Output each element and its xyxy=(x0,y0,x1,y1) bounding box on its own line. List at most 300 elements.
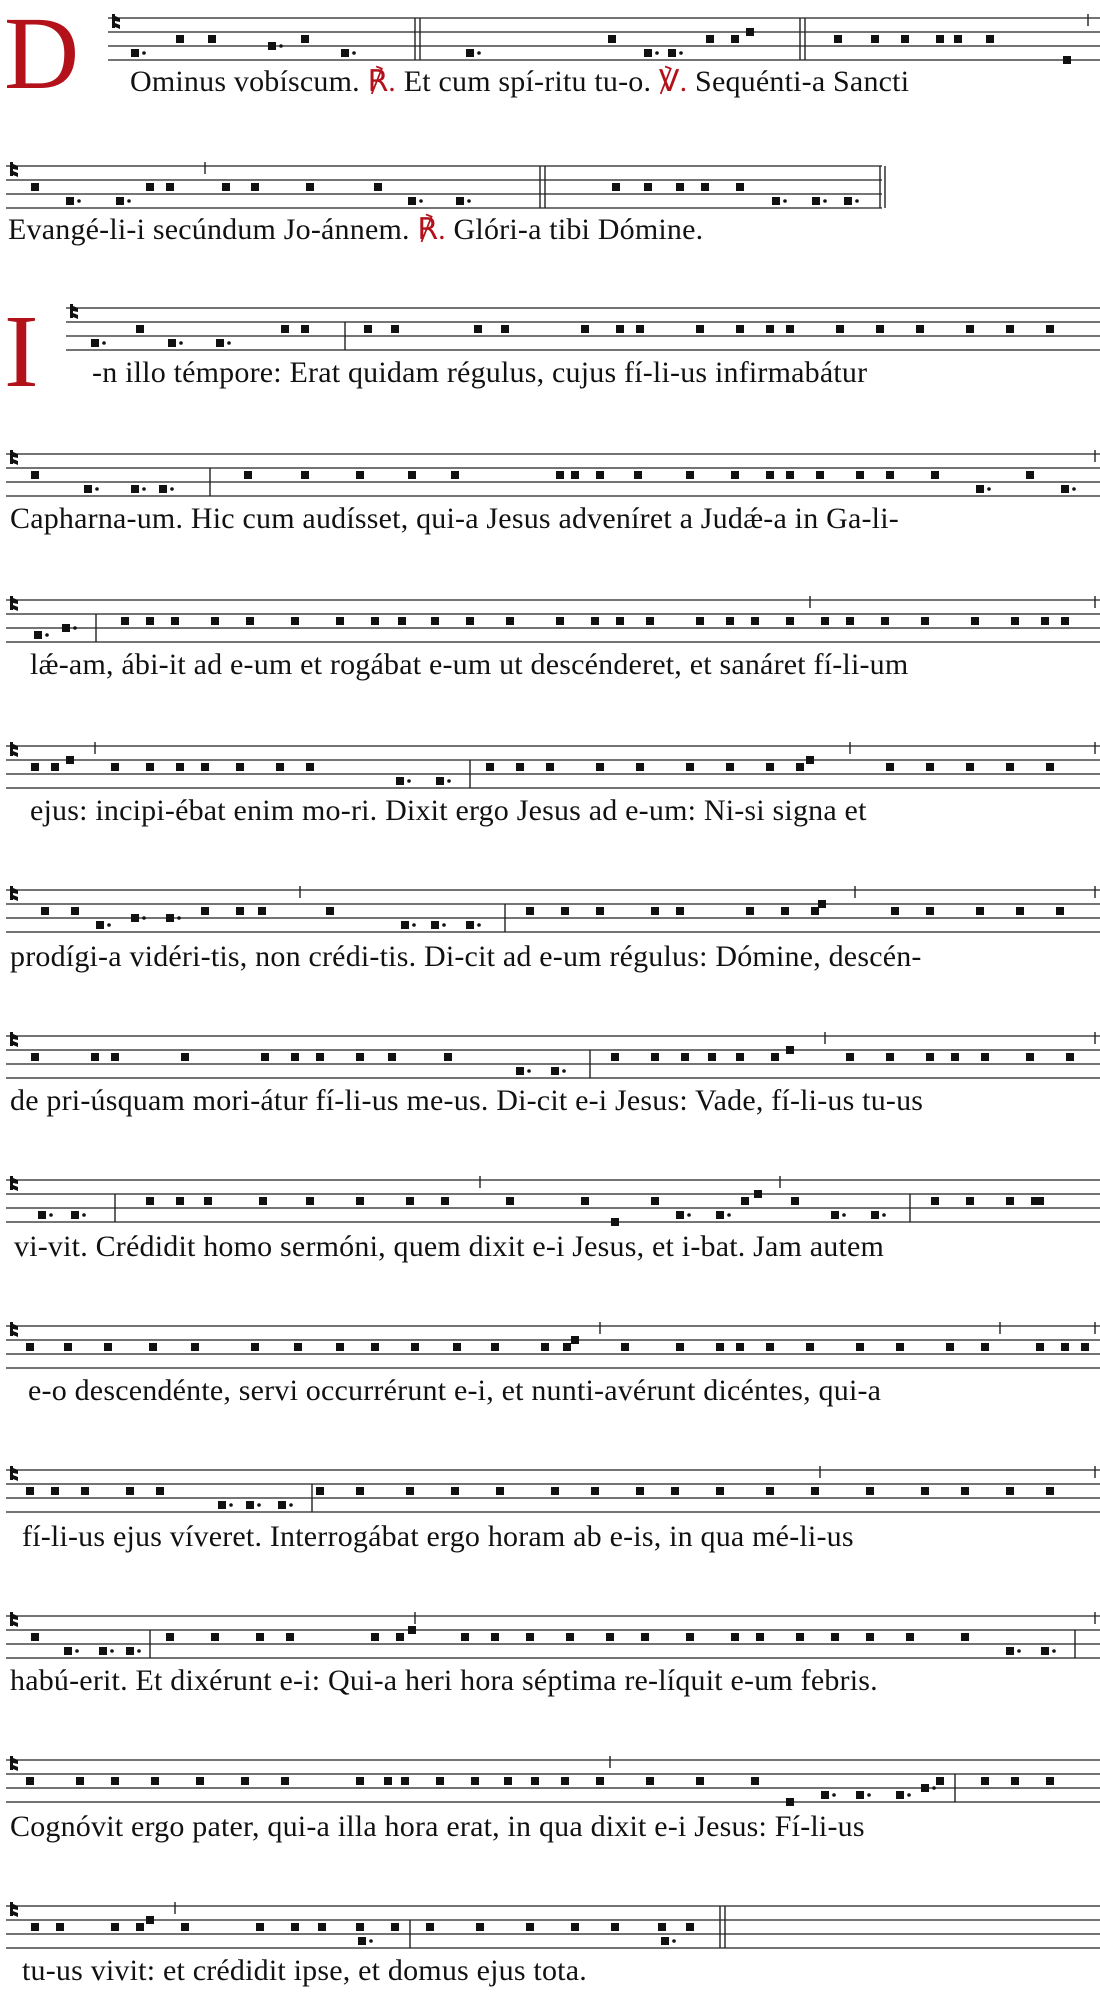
punctum-note xyxy=(146,763,154,771)
punctum-note xyxy=(258,907,266,915)
punctum-note xyxy=(286,1633,294,1641)
punctum-note xyxy=(294,1343,302,1351)
punctum-note xyxy=(611,1218,619,1226)
punctum-note xyxy=(681,1053,689,1061)
punctum-note xyxy=(31,1923,39,1931)
chant-system xyxy=(0,736,1100,856)
punctum-note xyxy=(686,471,694,479)
punctum-note xyxy=(444,1053,452,1061)
lyric-text: lǽ-am, ábi-it ad e-um et rogábat e-um ut descénderet, et sanáret fí-li-um xyxy=(30,648,909,681)
lyric-text: Capharna-um. Hic cum audísset, qui-a Jesus adveníret a Judǽ-a in Ga-li- xyxy=(10,502,899,535)
punctum-note xyxy=(871,1211,879,1219)
punctum-note xyxy=(636,763,644,771)
mora-dot xyxy=(882,1213,886,1217)
punctum-note xyxy=(306,763,314,771)
mora-dot xyxy=(142,51,146,55)
punctum-note xyxy=(736,183,744,191)
punctum-note xyxy=(1026,471,1034,479)
punctum-note xyxy=(936,1777,944,1785)
punctum-note xyxy=(171,617,179,625)
punctum-note xyxy=(786,1046,794,1054)
punctum-note xyxy=(541,1343,549,1351)
punctum-note xyxy=(291,1923,299,1931)
punctum-note xyxy=(696,617,704,625)
punctum-note xyxy=(1011,1777,1019,1785)
punctum-note xyxy=(196,1777,204,1785)
punctum-note xyxy=(716,1211,724,1219)
punctum-note xyxy=(591,1487,599,1495)
punctum-note xyxy=(846,617,854,625)
punctum-note xyxy=(246,1501,254,1509)
chant-system xyxy=(0,8,1100,128)
punctum-note xyxy=(831,1633,839,1641)
punctum-note xyxy=(371,1633,379,1641)
do-clef-icon xyxy=(70,304,78,319)
punctum-note xyxy=(751,617,759,625)
punctum-note xyxy=(431,617,439,625)
mora-dot xyxy=(562,1069,566,1073)
do-clef-icon xyxy=(10,1176,18,1191)
mora-dot xyxy=(75,1649,79,1653)
punctum-note xyxy=(261,1053,269,1061)
punctum-note xyxy=(821,617,829,625)
chant-system xyxy=(0,1316,1100,1436)
punctum-note xyxy=(651,907,659,915)
chant-system xyxy=(0,880,1100,1000)
punctum-note xyxy=(1046,325,1054,333)
punctum-note xyxy=(81,1487,89,1495)
punctum-note xyxy=(111,763,119,771)
mora-dot xyxy=(229,1503,233,1507)
punctum-note xyxy=(64,1647,72,1655)
punctum-note xyxy=(506,617,514,625)
lyric-line xyxy=(22,1520,854,1554)
punctum-note xyxy=(166,1633,174,1641)
punctum-note xyxy=(786,471,794,479)
punctum-note xyxy=(34,631,42,639)
mora-dot xyxy=(867,1793,871,1797)
punctum-note xyxy=(466,617,474,625)
punctum-note xyxy=(388,1053,396,1061)
punctum-note xyxy=(981,1777,989,1785)
punctum-note xyxy=(1066,1053,1074,1061)
punctum-note xyxy=(1063,56,1071,64)
mora-dot xyxy=(687,1213,691,1217)
punctum-note xyxy=(456,197,464,205)
do-clef-icon xyxy=(10,1322,18,1337)
punctum-note xyxy=(356,471,364,479)
chant-system xyxy=(0,1460,1100,1580)
mora-dot xyxy=(137,1649,141,1653)
punctum-note xyxy=(486,763,494,771)
punctum-note xyxy=(596,763,604,771)
punctum-note xyxy=(844,197,852,205)
punctum-note xyxy=(441,1197,449,1205)
punctum-note xyxy=(976,907,984,915)
punctum-note xyxy=(646,617,654,625)
punctum-note xyxy=(316,1487,324,1495)
punctum-note xyxy=(176,1197,184,1205)
punctum-note xyxy=(686,1633,694,1641)
punctum-note xyxy=(291,1053,299,1061)
punctum-note xyxy=(611,1053,619,1061)
chant-system xyxy=(0,1026,1100,1146)
punctum-note xyxy=(76,1777,84,1785)
punctum-note xyxy=(341,49,349,57)
punctum-note xyxy=(471,1777,479,1785)
punctum-note xyxy=(99,1647,107,1655)
punctum-note xyxy=(306,183,314,191)
punctum-note xyxy=(256,1923,264,1931)
punctum-note xyxy=(661,1937,669,1945)
mora-dot xyxy=(1017,1649,1021,1653)
punctum-note xyxy=(26,1777,34,1785)
punctum-note xyxy=(111,1053,119,1061)
punctum-note xyxy=(781,907,789,915)
lyric-text: e-o descendénte, servi occurrérunt e-i, et nunti-avérunt dicéntes, qui-a xyxy=(28,1374,882,1407)
punctum-note xyxy=(31,183,39,191)
mora-dot xyxy=(142,916,146,920)
mora-dot xyxy=(279,44,283,48)
mora-dot xyxy=(352,51,356,55)
punctum-note xyxy=(836,325,844,333)
punctum-note xyxy=(374,183,382,191)
mora-dot xyxy=(107,923,111,927)
punctum-note xyxy=(451,1487,459,1495)
punctum-note xyxy=(736,1053,744,1061)
punctum-note xyxy=(356,1487,364,1495)
drop-cap-initial: D xyxy=(4,0,80,111)
punctum-note xyxy=(806,1343,814,1351)
chant-system xyxy=(0,1606,1100,1726)
punctum-note xyxy=(901,35,909,43)
punctum-note xyxy=(786,1798,794,1806)
punctum-note xyxy=(181,1923,189,1931)
punctum-note xyxy=(616,325,624,333)
mora-dot xyxy=(407,779,411,783)
do-clef-icon xyxy=(10,886,18,901)
punctum-note xyxy=(1041,1647,1049,1655)
punctum-note xyxy=(658,1923,666,1931)
punctum-note xyxy=(961,1633,969,1641)
punctum-note xyxy=(218,1501,226,1509)
punctum-note xyxy=(208,35,216,43)
punctum-note xyxy=(1081,1343,1089,1351)
punctum-note xyxy=(401,921,409,929)
punctum-note xyxy=(886,763,894,771)
punctum-note xyxy=(946,1343,954,1351)
punctum-note xyxy=(866,1487,874,1495)
lyric-line xyxy=(30,794,867,828)
mora-dot xyxy=(142,487,146,491)
punctum-note xyxy=(201,763,209,771)
punctum-note xyxy=(256,1633,264,1641)
lyric-line xyxy=(10,1084,923,1118)
mora-dot xyxy=(102,341,106,345)
lyric-line xyxy=(30,648,908,682)
punctum-note xyxy=(834,35,842,43)
mora-dot xyxy=(179,341,183,345)
punctum-note xyxy=(111,1923,119,1931)
punctum-note xyxy=(696,1777,704,1785)
punctum-note xyxy=(426,1923,434,1931)
punctum-note xyxy=(406,1197,414,1205)
punctum-note xyxy=(168,339,176,347)
punctum-note xyxy=(961,1487,969,1495)
punctum-note xyxy=(571,1923,579,1931)
punctum-note xyxy=(436,1777,444,1785)
punctum-note xyxy=(766,1343,774,1351)
punctum-note xyxy=(336,617,344,625)
mora-dot xyxy=(679,51,683,55)
mora-dot xyxy=(467,199,471,203)
mora-dot xyxy=(170,487,174,491)
lyric-text: ejus: incipi-ébat enim mo-ri. Dixit ergo Jesus ad e-um: Ni-si signa et xyxy=(30,794,867,827)
punctum-note xyxy=(1041,617,1049,625)
punctum-note xyxy=(806,756,814,764)
punctum-note xyxy=(506,1197,514,1205)
punctum-note xyxy=(546,763,554,771)
punctum-note xyxy=(136,325,144,333)
punctum-note xyxy=(811,907,819,915)
chant-system xyxy=(0,1750,1100,1870)
punctum-note xyxy=(526,1633,534,1641)
mora-dot xyxy=(127,199,131,203)
chant-system xyxy=(0,590,1100,710)
punctum-note xyxy=(916,325,924,333)
punctum-note xyxy=(931,471,939,479)
punctum-note xyxy=(191,1343,199,1351)
punctum-note xyxy=(716,1343,724,1351)
punctum-note xyxy=(676,907,684,915)
punctum-note xyxy=(131,49,139,57)
lyric-text: vi-vit. Crédidit homo sermóni, quem dixit e-i Jesus, et i-bat. Jam autem xyxy=(14,1230,885,1263)
punctum-note xyxy=(581,1197,589,1205)
lyric-line xyxy=(92,356,867,390)
punctum-note xyxy=(476,1923,484,1931)
mora-dot xyxy=(477,51,481,55)
lyric-text: Glóri-a tibi Dómine. xyxy=(445,213,704,246)
punctum-note xyxy=(966,325,974,333)
punctum-note xyxy=(786,617,794,625)
punctum-note xyxy=(41,907,49,915)
punctum-note xyxy=(491,1633,499,1641)
punctum-note xyxy=(676,183,684,191)
punctum-note xyxy=(71,1211,79,1219)
punctum-note xyxy=(596,471,604,479)
punctum-note xyxy=(281,325,289,333)
do-clef-icon xyxy=(10,742,18,757)
punctum-note xyxy=(126,1647,134,1655)
punctum-note xyxy=(571,1336,579,1344)
punctum-note xyxy=(496,1487,504,1495)
punctum-note xyxy=(556,617,564,625)
punctum-note xyxy=(241,1777,249,1785)
punctum-note xyxy=(686,1923,694,1931)
punctum-note xyxy=(551,1067,559,1075)
punctum-note xyxy=(326,907,334,915)
punctum-note xyxy=(896,1343,904,1351)
lyric-line xyxy=(10,1810,865,1844)
do-clef-icon xyxy=(112,14,120,29)
punctum-note xyxy=(251,183,259,191)
punctum-note xyxy=(96,921,104,929)
punctum-note xyxy=(516,1067,524,1075)
punctum-note xyxy=(891,907,899,915)
punctum-note xyxy=(821,1791,829,1799)
punctum-note xyxy=(596,907,604,915)
punctum-note xyxy=(1036,1197,1044,1205)
punctum-note xyxy=(636,325,644,333)
punctum-note xyxy=(971,617,979,625)
mora-dot xyxy=(1052,1649,1056,1653)
punctum-note xyxy=(906,1633,914,1641)
punctum-note xyxy=(726,763,734,771)
punctum-note xyxy=(126,1487,134,1495)
mora-dot xyxy=(832,1793,836,1797)
punctum-note xyxy=(1061,617,1069,625)
mora-dot xyxy=(527,1069,531,1073)
punctum-note xyxy=(31,1053,39,1061)
do-clef-icon xyxy=(10,596,18,611)
punctum-note xyxy=(921,1784,929,1792)
punctum-note xyxy=(38,1211,46,1219)
punctum-note xyxy=(276,763,284,771)
punctum-note xyxy=(26,1343,34,1351)
punctum-note xyxy=(51,1487,59,1495)
punctum-note xyxy=(1006,763,1014,771)
punctum-note xyxy=(751,1777,759,1785)
lyric-line xyxy=(130,64,909,99)
punctum-note xyxy=(131,485,139,493)
punctum-note xyxy=(766,763,774,771)
punctum-note xyxy=(62,624,70,632)
do-clef-icon xyxy=(10,1756,18,1771)
punctum-note xyxy=(646,1777,654,1785)
punctum-note xyxy=(371,1343,379,1351)
punctum-note xyxy=(931,1197,939,1205)
punctum-note xyxy=(406,1487,414,1495)
punctum-note xyxy=(706,35,714,43)
punctum-note xyxy=(926,763,934,771)
punctum-note xyxy=(708,1053,716,1061)
punctum-note xyxy=(856,1343,864,1351)
punctum-note xyxy=(816,471,824,479)
punctum-note xyxy=(51,763,59,771)
punctum-note xyxy=(56,1923,64,1931)
punctum-note xyxy=(301,35,309,43)
punctum-note xyxy=(551,1487,559,1495)
lyric-text: Cognóvit ergo pater, qui-a illa hora erat, in qua dixit e-i Jesus: Fí-li-us xyxy=(10,1810,865,1843)
punctum-note xyxy=(398,617,406,625)
punctum-note xyxy=(966,763,974,771)
punctum-note xyxy=(1056,907,1064,915)
punctum-note xyxy=(563,1343,571,1351)
punctum-note xyxy=(731,35,739,43)
punctum-note xyxy=(356,1777,364,1785)
punctum-note xyxy=(526,1923,534,1931)
punctum-note xyxy=(696,325,704,333)
punctum-note xyxy=(896,1791,904,1799)
punctum-note xyxy=(66,756,74,764)
punctum-note xyxy=(121,617,129,625)
punctum-note xyxy=(921,617,929,625)
punctum-note xyxy=(316,1053,324,1061)
punctum-note xyxy=(856,471,864,479)
punctum-note xyxy=(612,183,620,191)
punctum-note xyxy=(1006,1647,1014,1655)
punctum-note xyxy=(491,1343,499,1351)
punctum-note xyxy=(921,1487,929,1495)
do-clef-icon xyxy=(10,450,18,465)
punctum-note xyxy=(356,1053,364,1061)
punctum-note xyxy=(526,907,534,915)
punctum-note xyxy=(436,777,444,785)
punctum-note xyxy=(1016,907,1024,915)
punctum-note xyxy=(671,1487,679,1495)
do-clef-icon xyxy=(10,162,18,177)
chant-system xyxy=(0,444,1100,564)
mora-dot xyxy=(49,1213,53,1217)
punctum-note xyxy=(31,471,39,479)
chant-system xyxy=(0,294,1100,418)
punctum-note xyxy=(736,325,744,333)
mora-dot xyxy=(727,1213,731,1217)
do-clef-icon xyxy=(10,1032,18,1047)
punctum-note xyxy=(318,1923,326,1931)
punctum-note xyxy=(146,183,154,191)
punctum-note xyxy=(216,339,224,347)
lyric-text: Sequénti-a Sancti xyxy=(687,65,910,98)
punctum-note xyxy=(951,1053,959,1061)
punctum-note xyxy=(236,763,244,771)
punctum-note xyxy=(954,35,962,43)
lyric-line xyxy=(10,502,899,536)
punctum-note xyxy=(31,763,39,771)
mora-dot xyxy=(442,923,446,927)
punctum-note xyxy=(1046,1487,1054,1495)
punctum-note xyxy=(608,35,616,43)
lyric-line xyxy=(28,1374,881,1408)
punctum-note xyxy=(306,1197,314,1205)
punctum-note xyxy=(856,1791,864,1799)
punctum-note xyxy=(336,1343,344,1351)
punctum-note xyxy=(291,617,299,625)
punctum-note xyxy=(66,197,74,205)
lyric-line xyxy=(8,212,703,247)
punctum-note xyxy=(181,1053,189,1061)
punctum-note xyxy=(204,1197,212,1205)
mora-dot xyxy=(77,199,81,203)
punctum-note xyxy=(356,1197,364,1205)
lyric-line xyxy=(10,940,922,974)
punctum-note xyxy=(358,1937,366,1945)
punctum-note xyxy=(786,325,794,333)
punctum-note xyxy=(31,1633,39,1641)
punctum-note xyxy=(981,1053,989,1061)
lyric-line xyxy=(10,1664,878,1698)
punctum-note xyxy=(754,1190,762,1198)
punctum-note xyxy=(111,1777,119,1785)
punctum-note xyxy=(136,1923,144,1931)
lyric-text: Et cum spí-ritu tu-o. xyxy=(396,65,659,98)
punctum-note xyxy=(146,1916,154,1924)
lyric-text: habú-erit. Et dixérunt e-i: Qui-a heri hora séptima re-líquit e-um febris. xyxy=(10,1664,878,1697)
punctum-note xyxy=(396,1633,404,1641)
mora-dot xyxy=(823,199,827,203)
punctum-note xyxy=(741,1197,749,1205)
mora-dot xyxy=(289,1503,293,1507)
